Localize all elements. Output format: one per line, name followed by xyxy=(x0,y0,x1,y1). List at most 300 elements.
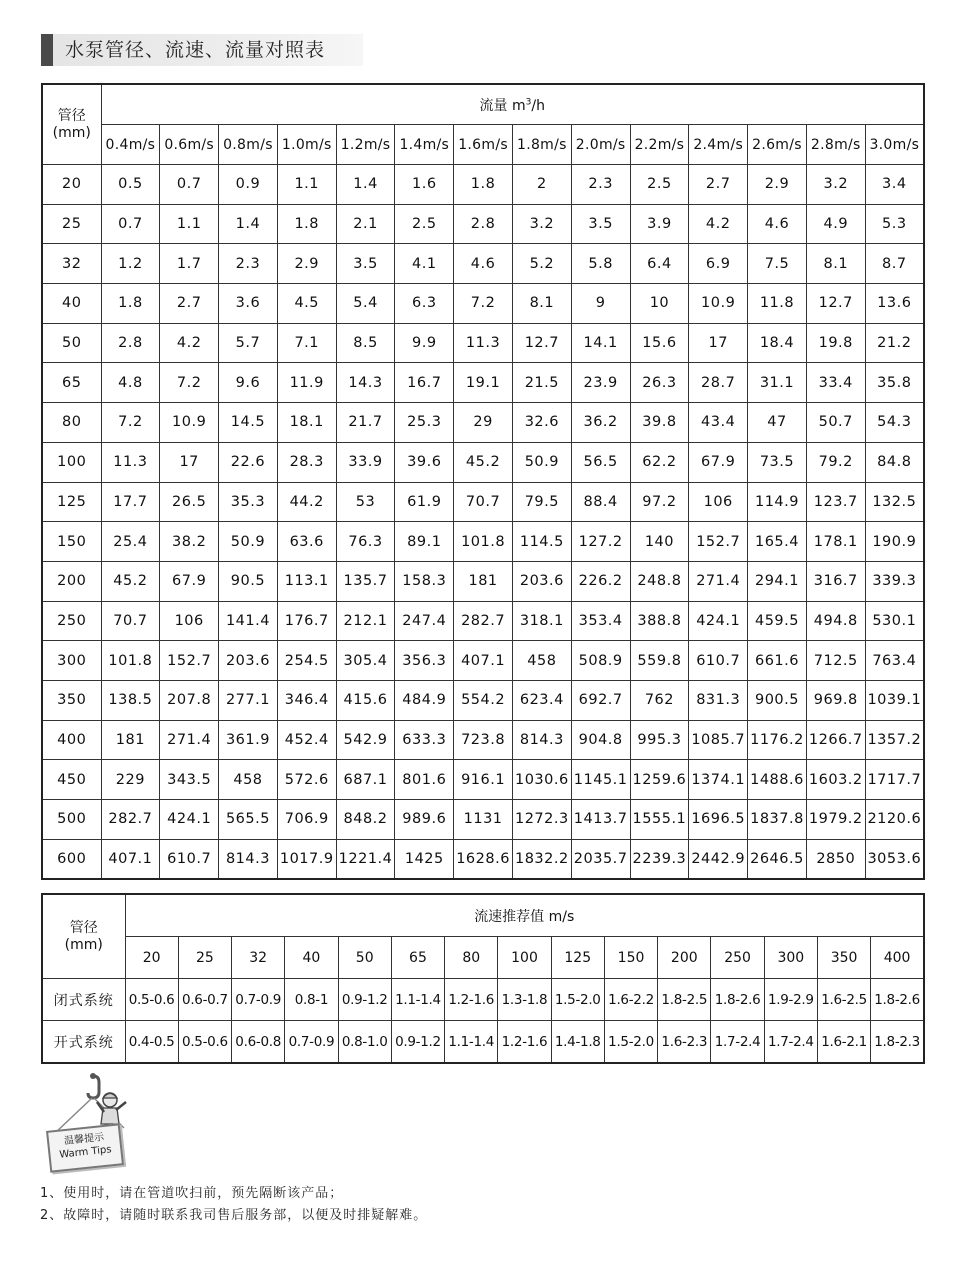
flow-value-cell: 28.3 xyxy=(277,442,336,482)
flow-value-cell: 282.7 xyxy=(454,601,513,641)
flow-value-cell: 1.1 xyxy=(277,165,336,205)
velocity-range-cell: 0.5-0.6 xyxy=(178,1021,231,1064)
flow-value-cell: 7.1 xyxy=(277,323,336,363)
velocity-range-cell: 0.7-0.9 xyxy=(232,979,285,1021)
flow-value-cell: 277.1 xyxy=(219,680,278,720)
velocity-header-cell: 2.0m/s xyxy=(571,125,630,165)
pipe-diameter-cell: 50 xyxy=(42,323,101,363)
flow-value-cell: 140 xyxy=(630,522,689,562)
flow-value-cell: 814.3 xyxy=(512,720,571,760)
flow-value-cell: 1272.3 xyxy=(512,800,571,840)
velocity-range-cell: 0.7-0.9 xyxy=(285,1021,338,1064)
flow-value-cell: 15.6 xyxy=(630,323,689,363)
flow-value-cell: 178.1 xyxy=(806,522,865,562)
table-row xyxy=(42,403,924,443)
flow-value-cell: 114.9 xyxy=(748,482,807,522)
flow-value-cell: 16.7 xyxy=(395,363,454,403)
flow-value-cell: 45.2 xyxy=(101,561,160,601)
flow-value-cell: 61.9 xyxy=(395,482,454,522)
velocity-header-cell: 0.8m/s xyxy=(219,125,278,165)
table-row xyxy=(42,284,924,324)
pipe-diameter-header-unit: (mm) xyxy=(52,124,91,141)
pipe-diameter-header-label: 管径 xyxy=(57,107,86,124)
flow-value-cell: 11.8 xyxy=(748,284,807,324)
pipe-diameter-cell: 100 xyxy=(42,442,101,482)
flow-value-cell: 4.6 xyxy=(454,244,513,284)
flow-value-cell: 989.6 xyxy=(395,800,454,840)
flow-value-cell: 1.8 xyxy=(101,284,160,324)
flow-value-cell: 5.4 xyxy=(336,284,395,324)
flow-value-cell: 763.4 xyxy=(865,641,924,681)
table-row xyxy=(42,800,924,840)
flow-value-cell: 5.7 xyxy=(219,323,278,363)
flow-value-cell: 4.9 xyxy=(806,204,865,244)
flow-value-cell: 282.7 xyxy=(101,800,160,840)
flow-value-cell: 0.5 xyxy=(101,165,160,205)
flow-value-cell: 831.3 xyxy=(689,680,748,720)
table-row xyxy=(42,165,924,205)
pipe-diameter-cell: 350 xyxy=(42,680,101,720)
flow-value-cell: 141.4 xyxy=(219,601,278,641)
flow-value-cell: 53 xyxy=(336,482,395,522)
flow-value-cell: 3.9 xyxy=(630,204,689,244)
flow-value-cell: 70.7 xyxy=(101,601,160,641)
velocity-range-cell: 0.4-0.5 xyxy=(125,1021,178,1064)
flow-value-cell: 0.7 xyxy=(160,165,219,205)
velocity-header-cell: 3.0m/s xyxy=(865,125,924,165)
flow-value-cell: 181 xyxy=(454,561,513,601)
flow-value-cell: 3053.6 xyxy=(865,839,924,879)
flow-value-cell: 452.4 xyxy=(277,720,336,760)
flow-value-cell: 3.5 xyxy=(571,204,630,244)
flow-value-cell: 3.6 xyxy=(219,284,278,324)
flow-value-cell: 1488.6 xyxy=(748,760,807,800)
velocity-header-cell: 1.4m/s xyxy=(395,125,454,165)
pipe-diameter-cell: 500 xyxy=(42,800,101,840)
flow-value-cell: 97.2 xyxy=(630,482,689,522)
flow-value-cell: 17 xyxy=(160,442,219,482)
flow-value-cell: 388.8 xyxy=(630,601,689,641)
flow-value-cell: 508.9 xyxy=(571,641,630,681)
diameter-header-cell: 250 xyxy=(711,937,764,979)
diameter-header-cell: 65 xyxy=(391,937,444,979)
flow-value-cell: 343.5 xyxy=(160,760,219,800)
flow-value-cell: 3.4 xyxy=(865,165,924,205)
flow-value-cell: 572.6 xyxy=(277,760,336,800)
diameter-header-cell: 50 xyxy=(338,937,391,979)
flow-value-cell: 1131 xyxy=(454,800,513,840)
flow-value-cell: 113.1 xyxy=(277,561,336,601)
flow-value-cell: 67.9 xyxy=(689,442,748,482)
pipe-diameter-cell: 300 xyxy=(42,641,101,681)
flow-value-cell: 305.4 xyxy=(336,641,395,681)
flow-value-cell: 2850 xyxy=(806,839,865,879)
flow-value-cell: 1374.1 xyxy=(689,760,748,800)
title-accent-mark xyxy=(41,34,53,66)
diameter-header-cell: 125 xyxy=(551,937,604,979)
diameter-header-cell: 150 xyxy=(604,937,657,979)
flow-value-cell: 47 xyxy=(748,403,807,443)
warm-tips-sign xyxy=(46,1123,124,1173)
flow-value-cell: 2239.3 xyxy=(630,839,689,879)
diameter-header-cell: 80 xyxy=(445,937,498,979)
flow-value-cell: 84.8 xyxy=(865,442,924,482)
flow-value-cell: 23.9 xyxy=(571,363,630,403)
flow-value-cell: 407.1 xyxy=(101,839,160,879)
flow-value-cell: 14.1 xyxy=(571,323,630,363)
note-item-1: 1、使用时，请在管道吹扫前，预先隔断该产品； xyxy=(40,1186,344,1201)
flow-value-cell: 900.5 xyxy=(748,680,807,720)
flow-value-cell: 814.3 xyxy=(219,839,278,879)
flow-value-cell: 2442.9 xyxy=(689,839,748,879)
flow-value-cell: 6.9 xyxy=(689,244,748,284)
flow-value-cell: 10 xyxy=(630,284,689,324)
table-row xyxy=(42,561,924,601)
flow-value-cell: 1085.7 xyxy=(689,720,748,760)
flow-value-cell: 424.1 xyxy=(689,601,748,641)
flow-value-cell: 21.2 xyxy=(865,323,924,363)
flow-value-cell: 623.4 xyxy=(512,680,571,720)
flow-value-cell: 18.1 xyxy=(277,403,336,443)
velocity-range-cell: 0.9-1.2 xyxy=(391,1021,444,1064)
velocity-range-cell: 0.8-1 xyxy=(285,979,338,1021)
table-row xyxy=(42,244,924,284)
pipe-diameter-cell: 40 xyxy=(42,284,101,324)
system-type-cell: 闭式系统 xyxy=(42,979,125,1021)
flow-value-cell: 2.9 xyxy=(277,244,336,284)
flow-value-cell: 10.9 xyxy=(160,403,219,443)
flow-value-cell: 11.9 xyxy=(277,363,336,403)
velocity-range-cell: 1.6-2.3 xyxy=(658,1021,711,1064)
flow-value-cell: 610.7 xyxy=(689,641,748,681)
flow-value-cell: 554.2 xyxy=(454,680,513,720)
flow-value-cell: 692.7 xyxy=(571,680,630,720)
flow-value-cell: 1413.7 xyxy=(571,800,630,840)
flow-value-cell: 1.2 xyxy=(101,244,160,284)
velocity-range-cell: 1.2-1.6 xyxy=(445,979,498,1021)
velocity-header-cell: 1.6m/s xyxy=(454,125,513,165)
flow-value-cell: 6.4 xyxy=(630,244,689,284)
flow-value-cell: 801.6 xyxy=(395,760,454,800)
flow-value-cell: 5.8 xyxy=(571,244,630,284)
flow-value-cell: 5.2 xyxy=(512,244,571,284)
flow-value-cell: 2646.5 xyxy=(748,839,807,879)
flow-value-cell: 11.3 xyxy=(101,442,160,482)
flow-value-cell: 1266.7 xyxy=(806,720,865,760)
flow-value-cell: 38.2 xyxy=(160,522,219,562)
flow-value-cell: 661.6 xyxy=(748,641,807,681)
flow-value-cell: 2.5 xyxy=(630,165,689,205)
flow-value-cell: 2.3 xyxy=(571,165,630,205)
recommended-velocity-header: 流速推荐值 m/s xyxy=(125,894,924,937)
flow-value-cell: 50.9 xyxy=(512,442,571,482)
flow-table-body xyxy=(42,165,924,880)
flow-value-cell: 1.8 xyxy=(277,204,336,244)
velocity-range-cell: 0.8-1.0 xyxy=(338,1021,391,1064)
velocity-range-cell: 1.5-2.0 xyxy=(551,979,604,1021)
velocity-pipe-diameter-unit: (mm) xyxy=(64,936,103,953)
table-row xyxy=(42,680,924,720)
flow-value-cell: 10.9 xyxy=(689,284,748,324)
flow-value-cell: 4.5 xyxy=(277,284,336,324)
flow-value-cell: 1221.4 xyxy=(336,839,395,879)
flow-value-cell: 8.5 xyxy=(336,323,395,363)
title-bar xyxy=(41,34,363,66)
flow-value-cell: 1555.1 xyxy=(630,800,689,840)
flow-value-cell: 39.6 xyxy=(395,442,454,482)
flow-value-cell: 424.1 xyxy=(160,800,219,840)
flow-value-cell: 33.9 xyxy=(336,442,395,482)
flow-value-cell: 254.5 xyxy=(277,641,336,681)
flow-value-cell: 247.4 xyxy=(395,601,454,641)
flow-value-cell: 39.8 xyxy=(630,403,689,443)
flow-value-cell: 1.6 xyxy=(395,165,454,205)
flow-value-cell: 3.2 xyxy=(512,204,571,244)
flow-value-cell: 14.5 xyxy=(219,403,278,443)
pipe-diameter-cell: 400 xyxy=(42,720,101,760)
flow-value-cell: 28.7 xyxy=(689,363,748,403)
flow-value-cell: 1628.6 xyxy=(454,839,513,879)
flow-value-cell: 32.6 xyxy=(512,403,571,443)
velocity-range-cell: 1.9-2.9 xyxy=(764,979,817,1021)
flow-value-cell: 2 xyxy=(512,165,571,205)
diameter-header-row xyxy=(42,937,924,979)
pipe-diameter-cell: 450 xyxy=(42,760,101,800)
flow-value-cell: 3.5 xyxy=(336,244,395,284)
flow-value-cell: 294.1 xyxy=(748,561,807,601)
diameter-header-cell: 40 xyxy=(285,937,338,979)
flow-value-cell: 2.7 xyxy=(689,165,748,205)
velocity-range-cell: 1.6-2.5 xyxy=(817,979,870,1021)
flow-value-cell: 21.5 xyxy=(512,363,571,403)
table-row xyxy=(42,839,924,879)
flow-value-cell: 3.2 xyxy=(806,165,865,205)
flow-value-cell: 7.2 xyxy=(454,284,513,324)
diameter-header-cell: 200 xyxy=(658,937,711,979)
recommended-velocity-table xyxy=(41,893,925,1064)
flow-value-cell: 101.8 xyxy=(454,522,513,562)
flow-value-cell: 723.8 xyxy=(454,720,513,760)
flow-value-cell: 565.5 xyxy=(219,800,278,840)
flow-value-cell: 1717.7 xyxy=(865,760,924,800)
flow-value-cell: 17 xyxy=(689,323,748,363)
flow-value-cell: 203.6 xyxy=(512,561,571,601)
flow-value-cell: 22.6 xyxy=(219,442,278,482)
warm-tips-label-en: Warm Tips xyxy=(58,1144,113,1161)
flow-value-cell: 530.1 xyxy=(865,601,924,641)
velocity-range-cell: 0.6-0.7 xyxy=(178,979,231,1021)
flow-value-cell: 67.9 xyxy=(160,561,219,601)
flow-value-cell: 346.4 xyxy=(277,680,336,720)
velocity-header-cell: 2.6m/s xyxy=(748,125,807,165)
warm-tips-label-cn: 温馨提示 xyxy=(63,1131,105,1148)
pipe-diameter-cell: 32 xyxy=(42,244,101,284)
velocity-range-cell: 1.8-2.5 xyxy=(658,979,711,1021)
flow-value-cell: 559.8 xyxy=(630,641,689,681)
flow-value-cell: 13.6 xyxy=(865,284,924,324)
flow-value-cell: 165.4 xyxy=(748,522,807,562)
flow-value-cell: 1832.2 xyxy=(512,839,571,879)
velocity-range-cell: 1.5-2.0 xyxy=(604,1021,657,1064)
velocity-range-cell: 1.6-2.2 xyxy=(604,979,657,1021)
flow-value-cell: 19.8 xyxy=(806,323,865,363)
flow-value-cell: 4.2 xyxy=(689,204,748,244)
flow-value-cell: 2.8 xyxy=(101,323,160,363)
velocity-header-cell: 1.2m/s xyxy=(336,125,395,165)
flow-value-cell: 106 xyxy=(160,601,219,641)
flow-value-cell: 1259.6 xyxy=(630,760,689,800)
flow-value-cell: 76.3 xyxy=(336,522,395,562)
flow-value-cell: 44.2 xyxy=(277,482,336,522)
flow-value-cell: 90.5 xyxy=(219,561,278,601)
diameter-header-cell: 20 xyxy=(125,937,178,979)
pipe-diameter-cell: 250 xyxy=(42,601,101,641)
flow-value-cell: 271.4 xyxy=(689,561,748,601)
flow-value-cell: 135.7 xyxy=(336,561,395,601)
flow-rate-header-label: 流量 m xyxy=(479,97,526,114)
flow-value-cell: 2.1 xyxy=(336,204,395,244)
pipe-diameter-cell: 125 xyxy=(42,482,101,522)
velocity-range-cell: 1.7-2.4 xyxy=(711,1021,764,1064)
flow-value-cell: 176.7 xyxy=(277,601,336,641)
flow-value-cell: 36.2 xyxy=(571,403,630,443)
flow-value-cell: 353.4 xyxy=(571,601,630,641)
velocity-range-cell: 1.8-2.6 xyxy=(871,979,924,1021)
flow-value-cell: 1.4 xyxy=(219,204,278,244)
flow-value-cell: 35.3 xyxy=(219,482,278,522)
table-row xyxy=(42,760,924,800)
diameter-header-cell: 400 xyxy=(871,937,924,979)
flow-value-cell: 79.5 xyxy=(512,482,571,522)
flow-value-cell: 190.9 xyxy=(865,522,924,562)
flow-value-cell: 25.4 xyxy=(101,522,160,562)
flow-rate-header-unit: /h xyxy=(531,97,545,114)
diameter-header-cell: 32 xyxy=(232,937,285,979)
pipe-diameter-cell: 25 xyxy=(42,204,101,244)
flow-value-cell: 1039.1 xyxy=(865,680,924,720)
table-row xyxy=(42,720,924,760)
velocity-range-cell: 1.1-1.4 xyxy=(391,979,444,1021)
flow-value-cell: 0.9 xyxy=(219,165,278,205)
velocity-header-cell: 2.2m/s xyxy=(630,125,689,165)
flow-value-cell: 5.3 xyxy=(865,204,924,244)
flow-value-cell: 248.8 xyxy=(630,561,689,601)
flow-value-cell: 916.1 xyxy=(454,760,513,800)
table-row xyxy=(42,641,924,681)
flow-value-cell: 542.9 xyxy=(336,720,395,760)
velocity-range-cell: 1.2-1.6 xyxy=(498,1021,551,1064)
flow-value-cell: 123.7 xyxy=(806,482,865,522)
velocity-range-cell: 1.8-2.3 xyxy=(871,1021,924,1064)
velocity-range-cell: 1.7-2.4 xyxy=(764,1021,817,1064)
flow-value-cell: 848.2 xyxy=(336,800,395,840)
velocity-range-cell: 0.6-0.8 xyxy=(232,1021,285,1064)
flow-value-cell: 203.6 xyxy=(219,641,278,681)
system-type-cell: 开式系统 xyxy=(42,1021,125,1064)
flow-value-cell: 25.3 xyxy=(395,403,454,443)
flow-value-cell: 181 xyxy=(101,720,160,760)
diameter-header-cell: 350 xyxy=(817,937,870,979)
flow-value-cell: 127.2 xyxy=(571,522,630,562)
table-row xyxy=(42,482,924,522)
flow-value-cell: 361.9 xyxy=(219,720,278,760)
flow-value-cell: 339.3 xyxy=(865,561,924,601)
velocity-header-cell: 1.8m/s xyxy=(512,125,571,165)
flow-value-cell: 2.8 xyxy=(454,204,513,244)
flow-value-cell: 207.8 xyxy=(160,680,219,720)
pipe-diameter-cell: 150 xyxy=(42,522,101,562)
flow-value-cell: 43.4 xyxy=(689,403,748,443)
notes-list xyxy=(40,1183,427,1227)
velocity-header-cell: 2.4m/s xyxy=(689,125,748,165)
flow-value-cell: 415.6 xyxy=(336,680,395,720)
flow-value-cell: 458 xyxy=(219,760,278,800)
flow-value-cell: 0.7 xyxy=(101,204,160,244)
flow-value-cell: 633.3 xyxy=(395,720,454,760)
flow-value-cell: 101.8 xyxy=(101,641,160,681)
flow-value-cell: 7.2 xyxy=(101,403,160,443)
velocity-range-cell: 1.1-1.4 xyxy=(445,1021,498,1064)
flow-value-cell: 138.5 xyxy=(101,680,160,720)
flow-value-cell: 2.9 xyxy=(748,165,807,205)
flow-value-cell: 88.4 xyxy=(571,482,630,522)
velocity-header-row xyxy=(42,125,924,165)
flow-value-cell: 1145.1 xyxy=(571,760,630,800)
velocity-range-cell: 1.4-1.8 xyxy=(551,1021,604,1064)
flow-value-cell: 316.7 xyxy=(806,561,865,601)
table-row xyxy=(42,601,924,641)
flow-value-cell: 712.5 xyxy=(806,641,865,681)
flow-value-cell: 1603.2 xyxy=(806,760,865,800)
flow-value-cell: 7.5 xyxy=(748,244,807,284)
flow-value-cell: 158.3 xyxy=(395,561,454,601)
flow-value-cell: 2.3 xyxy=(219,244,278,284)
flow-value-cell: 271.4 xyxy=(160,720,219,760)
table-row xyxy=(42,204,924,244)
flow-value-cell: 969.8 xyxy=(806,680,865,720)
flow-value-cell: 56.5 xyxy=(571,442,630,482)
flow-value-cell: 212.1 xyxy=(336,601,395,641)
pipe-diameter-cell: 20 xyxy=(42,165,101,205)
flow-value-cell: 1357.2 xyxy=(865,720,924,760)
flow-value-cell: 2.5 xyxy=(395,204,454,244)
flow-value-cell: 29 xyxy=(454,403,513,443)
flow-value-cell: 226.2 xyxy=(571,561,630,601)
flow-value-cell: 12.7 xyxy=(512,323,571,363)
flow-value-cell: 995.3 xyxy=(630,720,689,760)
page-title: 水泵管径、流速、流量对照表 xyxy=(65,39,326,61)
flow-value-cell: 33.4 xyxy=(806,363,865,403)
flow-value-cell: 1.7 xyxy=(160,244,219,284)
flow-value-cell: 610.7 xyxy=(160,839,219,879)
flow-value-cell: 762 xyxy=(630,680,689,720)
flow-value-cell: 45.2 xyxy=(454,442,513,482)
velocity-pipe-diameter-header xyxy=(42,894,125,979)
velocity-pipe-diameter-label: 管径 xyxy=(69,919,98,936)
flow-value-cell: 132.5 xyxy=(865,482,924,522)
pipe-diameter-cell: 80 xyxy=(42,403,101,443)
flow-rate-table xyxy=(41,83,925,880)
flow-value-cell: 18.4 xyxy=(748,323,807,363)
flow-value-cell: 73.5 xyxy=(748,442,807,482)
flow-value-cell: 17.7 xyxy=(101,482,160,522)
flow-value-cell: 62.2 xyxy=(630,442,689,482)
flow-value-cell: 152.7 xyxy=(160,641,219,681)
flow-value-cell: 494.8 xyxy=(806,601,865,641)
flow-value-cell: 89.1 xyxy=(395,522,454,562)
flow-value-cell: 50.7 xyxy=(806,403,865,443)
flow-value-cell: 11.3 xyxy=(454,323,513,363)
